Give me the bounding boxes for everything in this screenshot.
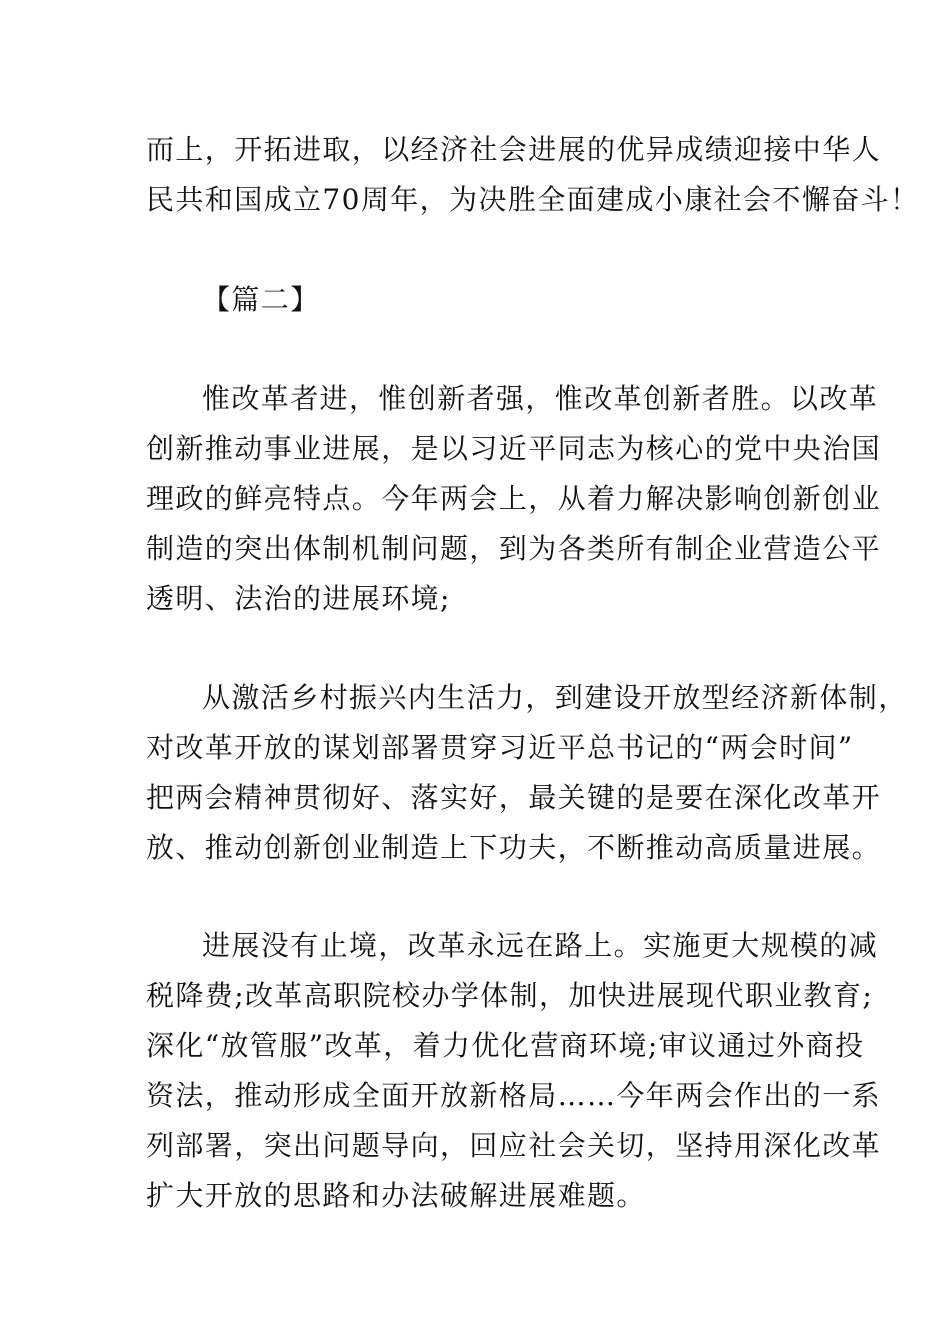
para-2-line-3: 把两会精神贯彻好、落实好，最关键的是要在深化改革开 xyxy=(146,781,882,814)
para-3-line-4: 资法，推动形成全面开放新格局……今年两会作出的一系 xyxy=(146,1079,882,1112)
para-3-line-2: 税降费;改革高职院校办学体制，加快进展现代职业教育; xyxy=(146,979,874,1012)
para-3-line-1: 进展没有止境，改革永远在路上。实施更大规模的减 xyxy=(202,929,879,962)
para-1-line-3: 理政的鲜亮特点。今年两会上，从着力解决影响创新创业 xyxy=(146,482,882,515)
para-2-line-1: 从激活乡村振兴内生活力，到建设开放型经济新体制， xyxy=(202,681,908,714)
para-1-line-1: 惟改革者进，惟创新者强，惟改革创新者胜。以改革 xyxy=(202,382,879,415)
para-1-line-2: 创新推动事业进展，是以习近平同志为核心的党中央治国 xyxy=(146,432,882,465)
para-3-line-5: 列部署，突出问题导向，回应社会关切，坚持用深化改革 xyxy=(146,1129,882,1162)
para-3-line-6: 扩大开放的思路和办法破解进展难题。 xyxy=(146,1179,646,1212)
para-0-line-1: 而上，开拓进取，以经济社会进展的优异成绩迎接中华人 xyxy=(146,133,882,166)
para-2-line-4: 放、推动创新创业制造上下功夫，不断推动高质量进展。 xyxy=(146,831,882,864)
para-3-line-3: 深化“放管服”改革，着力优化营商环境;审议通过外商投 xyxy=(146,1029,865,1062)
para-2-line-2: 对改革开放的谋划部署贯穿习近平总书记的“两会时间” xyxy=(146,731,854,764)
para-1-line-5: 透明、法治的进展环境; xyxy=(146,582,451,615)
para-1-line-4: 制造的突出体制机制问题，到为各类所有制企业营造公平 xyxy=(146,532,882,565)
section-heading: 【篇二】 xyxy=(202,283,320,316)
para-0-line-2: 民共和国成立70周年，为决胜全面建成小康社会不懈奋斗！ xyxy=(146,183,920,216)
